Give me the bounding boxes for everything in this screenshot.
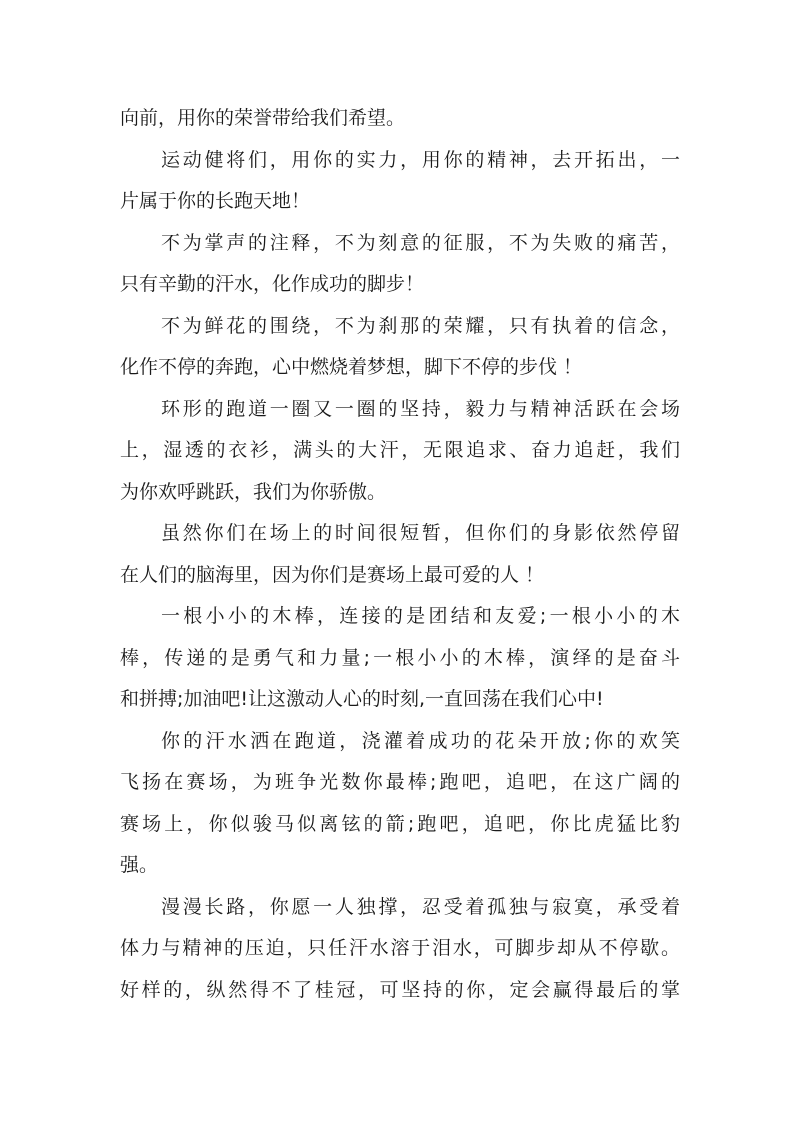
text-line: 虽然你们在场上的时间很短暂，但你们的身影依然停留 (161, 522, 680, 544)
text-line: 为你欢呼跳跃，我们为你骄傲。 (120, 480, 387, 503)
text-line: 好样的，纵然得不了桂冠，可坚持的你，定会赢得最后的掌 (120, 978, 680, 1001)
text-line: 体力与精神的压迫，只任汗水溶于泪水，可脚步却从不停歇。 (120, 937, 680, 959)
text-line: 飞扬在赛场，为班争光数你最棒;跑吧，追吧，在这广阔的 (120, 771, 680, 793)
text-line: 棒，传递的是勇气和力量;一根小小的木棒，演绎的是奋斗 (120, 646, 680, 669)
text-line: 和拼搏;加油吧!让这激动人心的时刻,一直回荡在我们心中! (120, 688, 604, 710)
text-line: 片属于你的长跑天地！ (120, 190, 311, 212)
text-line: 一根小小的木棒，连接的是团结和友爱;一根小小的木 (161, 605, 680, 627)
text-line: 向前，用你的荣誉带给我们希望。 (120, 107, 406, 129)
text-line: 化作不停的奔跑，心中燃烧着梦想，脚下不停的步伐 ！ (120, 356, 583, 378)
text-line: 赛场上，你似骏马似离铉的箭;跑吧，追吧，你比虎猛比豹 (120, 812, 680, 835)
text-line: 不为掌声的注释，不为刻意的征服，不为失败的痛苦， (161, 231, 680, 254)
text-line: 你的汗水洒在跑道，浇灌着成功的花朵开放;你的欢笑 (161, 729, 680, 752)
text-line: 上，湿透的衣衫，满头的大汗，无限追求、奋力追赶，我们 (120, 439, 680, 461)
text-line: 运动健将们，用你的实力，用你的精神，去开拓出，一 (161, 148, 680, 171)
text-line: 漫漫长路，你愿一人独撑，忍受着孤独与寂寞，承受着 (161, 895, 680, 918)
text-line: 只有辛勤的汗水，化作成功的脚步！ (120, 273, 425, 295)
text-line: 不为鲜花的围绕，不为刹那的荣耀，只有执着的信念， (161, 314, 680, 337)
text-line: 环形的跑道一圈又一圈的坚持，毅力与精神活跃在会场 (161, 397, 680, 420)
text-line: 强。 (120, 854, 159, 876)
text-line: 在人们的脑海里，因为你们是赛场上最可爱的人 ！ (120, 563, 545, 586)
body-text (120, 98, 680, 1011)
